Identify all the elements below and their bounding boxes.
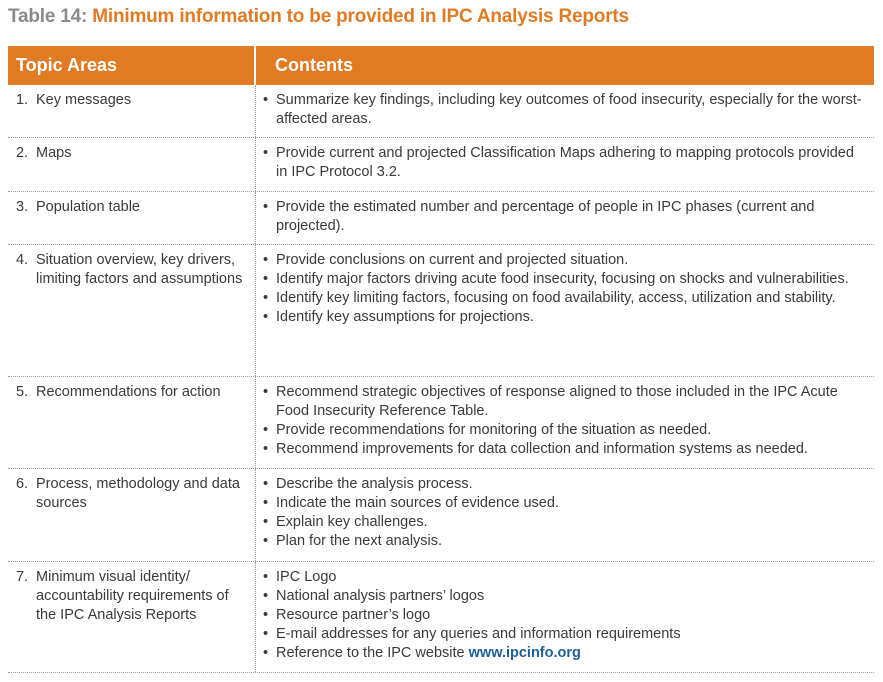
contents-cell <box>256 377 874 468</box>
list-item: • Provide conclusions on current and projected situation. <box>263 252 629 268</box>
bullet-icon: • <box>263 441 269 457</box>
ipc-report-table <box>8 46 874 673</box>
list-item: • National analysis partners’ logos <box>263 588 485 604</box>
topic-number: 7. <box>16 569 29 585</box>
bullet-icon: • <box>263 645 269 661</box>
contents-cell <box>256 245 874 376</box>
list-item: • Recommend improvements for data collection and information systems as needed. <box>263 441 808 457</box>
table-number: Table 14: <box>8 6 88 27</box>
topic-number: 4. <box>16 252 29 268</box>
table-row <box>8 469 874 562</box>
topic-cell <box>8 469 256 561</box>
table-row <box>8 377 874 469</box>
topic-cell <box>8 85 256 137</box>
list-item: • Resource partner’s logo <box>263 607 431 623</box>
table-title <box>8 6 629 28</box>
contents-cell <box>256 85 874 137</box>
table-row <box>8 245 874 377</box>
bullet-icon: • <box>263 384 269 400</box>
bullet-icon: • <box>263 607 269 623</box>
header-topic-areas: Topic Areas <box>8 46 256 85</box>
bullet-icon: • <box>263 92 269 108</box>
bullet-icon: • <box>263 495 269 511</box>
list-item: • Summarize key findings, including key outcomes of food insecurity, especially for the worst-affected areas. <box>263 92 862 127</box>
bullet-icon: • <box>263 290 269 306</box>
topic-label: Key messages <box>36 92 132 108</box>
bullet-icon: • <box>263 309 269 325</box>
list-item: • Plan for the next analysis. <box>263 533 443 549</box>
bullet-icon: • <box>263 145 269 161</box>
contents-cell <box>256 138 874 191</box>
bullet-icon: • <box>263 514 269 530</box>
bullet-icon: • <box>263 626 269 642</box>
list-item: • Indicate the main sources of evidence used. <box>263 495 559 511</box>
topic-cell <box>8 192 256 244</box>
list-item: • Provide the estimated number and percentage of people in IPC phases (current and projected). <box>263 199 815 234</box>
topic-number: 6. <box>16 476 29 492</box>
topic-label: Process, methodology and data sources <box>36 476 240 511</box>
topic-label: Recommendations for action <box>36 384 221 400</box>
topic-cell <box>8 245 256 376</box>
table-header <box>8 46 874 85</box>
bullet-icon: • <box>263 422 269 438</box>
bullet-icon: • <box>263 533 269 549</box>
contents-cell <box>256 192 874 244</box>
topic-cell <box>8 562 256 672</box>
topic-number: 2. <box>16 145 29 161</box>
contents-cell <box>256 469 874 561</box>
bullet-icon: • <box>263 199 269 215</box>
table-row <box>8 192 874 245</box>
ipc-website-link[interactable]: www.ipcinfo.org <box>468 645 581 661</box>
bullet-icon: • <box>263 588 269 604</box>
topic-label: Maps <box>36 145 72 161</box>
table-row <box>8 562 874 673</box>
topic-label: Population table <box>36 199 140 215</box>
topic-number: 5. <box>16 384 29 400</box>
topic-label: Situation overview, key drivers, limiting factors and assumptions <box>36 252 243 287</box>
list-item: • E-mail addresses for any queries and information requirements <box>263 626 681 642</box>
contents-cell <box>256 562 874 672</box>
topic-number: 1. <box>16 92 29 108</box>
topic-cell <box>8 138 256 191</box>
list-item: • Recommend strategic objectives of response aligned to those included in the IPC Acute Food Insecurity Reference Table. <box>263 384 838 419</box>
topic-label: Minimum visual identity/ accountability requirements of the IPC Analysis Reports <box>36 569 229 623</box>
list-item: • Describe the analysis process. <box>263 476 473 492</box>
table-row <box>8 85 874 138</box>
list-item: • Explain key challenges. <box>263 514 428 530</box>
bullet-icon: • <box>263 476 269 492</box>
header-contents: Contents <box>275 55 353 75</box>
list-item: • IPC Logo <box>263 569 337 585</box>
list-item: • Reference to the IPC website www.ipcinfo.org <box>263 645 581 661</box>
bullet-icon: • <box>263 252 269 268</box>
list-item: • Provide recommendations for monitoring of the situation as needed. <box>263 422 712 438</box>
bullet-icon: • <box>263 569 269 585</box>
topic-cell <box>8 377 256 468</box>
table-caption: Minimum information to be provided in IPC Analysis Reports <box>92 6 629 27</box>
table-row <box>8 138 874 192</box>
list-item: • Provide current and projected Classification Maps adhering to mapping protocols provided in IPC Protocol 3.2. <box>263 145 854 180</box>
list-item: • Identify key assumptions for projections. <box>263 309 534 325</box>
list-item: • Identify key limiting factors, focusing on food availability, access, utilization and stability. <box>263 290 836 306</box>
list-item: • Identify major factors driving acute food insecurity, focusing on shocks and vulnerabilities. <box>263 271 849 287</box>
topic-number: 3. <box>16 199 29 215</box>
bullet-icon: • <box>263 271 269 287</box>
